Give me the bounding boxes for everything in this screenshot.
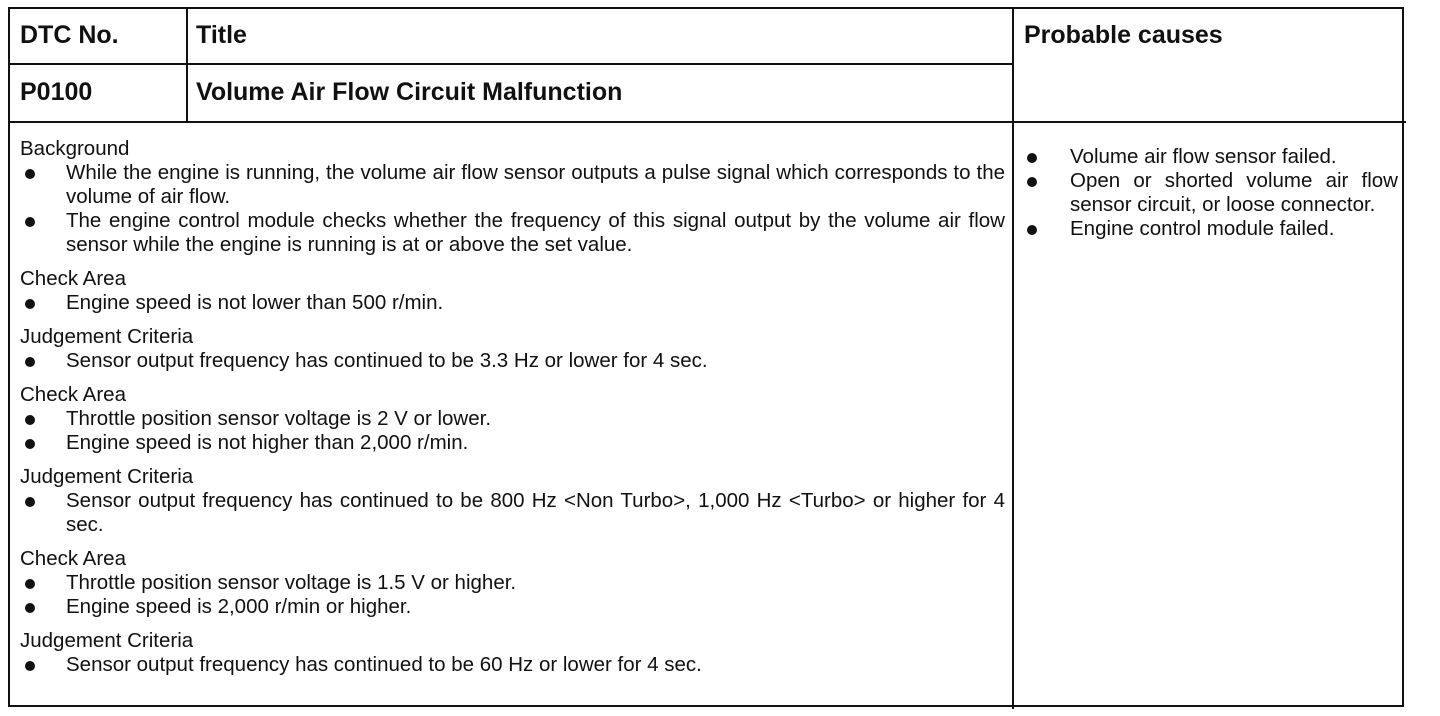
dtc-title: Volume Air Flow Circuit Malfunction (196, 78, 623, 106)
description-body (20, 137, 1005, 687)
dtc-document (8, 7, 1404, 707)
section (20, 547, 1005, 619)
cause-item: Volume air flow sensor failed. (1024, 145, 1398, 169)
cause-item: Open or shorted volume air flow sensor circuit, or loose connector. (1024, 169, 1398, 217)
divider-left-right (1012, 9, 1014, 709)
dtc-code: P0100 (20, 78, 93, 106)
divider-header-body (10, 121, 1406, 123)
section (20, 137, 1005, 257)
bullet-item: While the engine is running, the volume air flow sensor outputs a pulse signal which corresponds to the volume of air flow. (20, 161, 1005, 209)
section-heading: Judgement Criteria (20, 629, 194, 652)
section-heading: Check Area (20, 383, 126, 406)
section (20, 267, 1005, 315)
bullet-item: The engine control module checks whether the frequency of this signal output by the volume air flow sensor while the engine is running is at or above the set value. (20, 209, 1005, 257)
dtc-no-label: DTC No. (20, 21, 119, 49)
bullet-item: Engine speed is not lower than 500 r/min. (20, 291, 1005, 315)
section (20, 383, 1005, 455)
section-heading: Judgement Criteria (20, 325, 194, 348)
bullet-item: Sensor output frequency has continued to be 3.3 Hz or lower for 4 sec. (20, 349, 1005, 373)
bullet-item: Throttle position sensor voltage is 2 V or lower. (20, 407, 1005, 431)
probable-causes-label: Probable causes (1024, 21, 1223, 49)
title-label: Title (196, 21, 247, 49)
divider-header-row (10, 63, 1012, 65)
divider-dtc-title (186, 9, 188, 121)
section (20, 325, 1005, 373)
section-heading: Check Area (20, 267, 126, 290)
bullet-item: Throttle position sensor voltage is 1.5 V or higher. (20, 571, 1005, 595)
cause-item: Engine control module failed. (1024, 217, 1398, 241)
bullet-item: Engine speed is 2,000 r/min or higher. (20, 595, 1005, 619)
section (20, 629, 1005, 677)
bullet-item: Engine speed is not higher than 2,000 r/min. (20, 431, 1005, 455)
bullet-item: Sensor output frequency has continued to be 800 Hz <Non Turbo>, 1,000 Hz <Turbo> or higher for 4 sec. (20, 489, 1005, 537)
bullet-item: Sensor output frequency has continued to be 60 Hz or lower for 4 sec. (20, 653, 1005, 677)
section (20, 465, 1005, 537)
section-heading: Judgement Criteria (20, 465, 194, 488)
section-heading: Background (20, 137, 130, 160)
section-heading: Check Area (20, 547, 126, 570)
probable-causes-list (1024, 145, 1398, 241)
